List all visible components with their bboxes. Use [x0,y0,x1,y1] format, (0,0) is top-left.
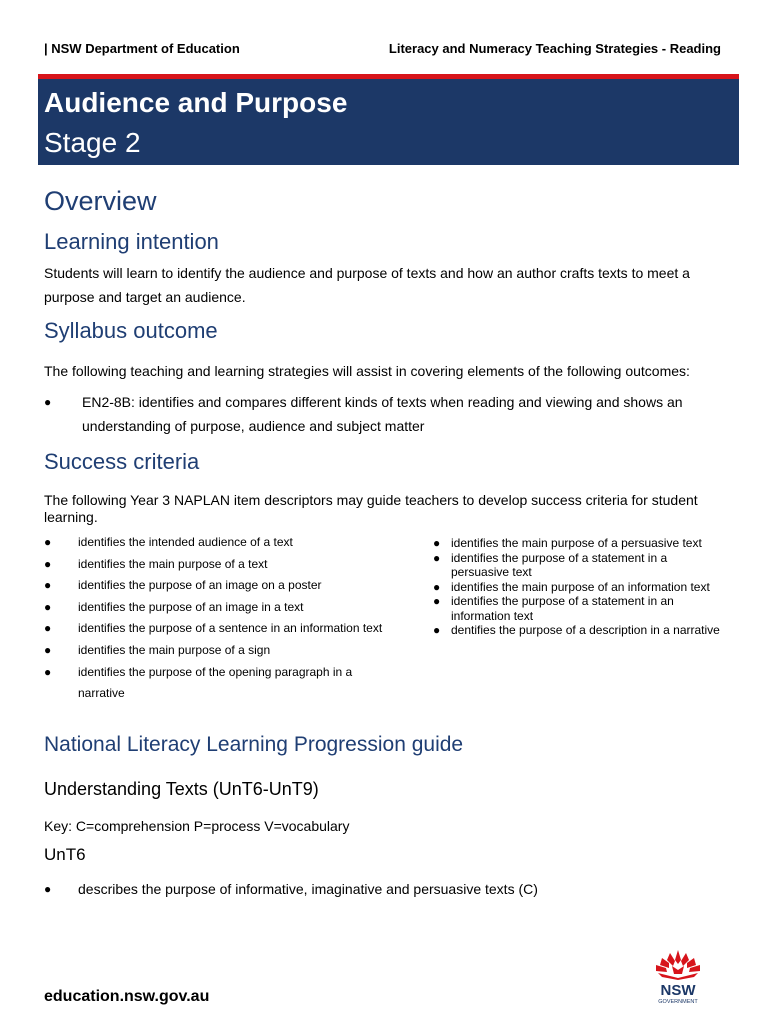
waratah-icon [648,948,708,1006]
title-banner [38,79,739,165]
learning-intention-heading: Learning intention [44,229,219,254]
bullet-icon: ● [44,599,52,614]
list-item: ● identifies the purpose of an image on a poster [44,575,414,597]
bullet-icon: ● [44,664,52,679]
syllabus-outcome-list [44,390,714,438]
list-item: ● identifies the main purpose of a persuasive text [433,536,702,550]
bullet-icon: ● [44,535,52,549]
learning-intention-text: Students will learn to identify the audience and purpose of texts and how an author crafts texts to meet a purpose and target an audience. [44,265,690,305]
syllabus-outcome-heading: Syllabus outcome [44,318,218,343]
progression-subheading: Understanding Texts (UnT6-UnT9) [44,779,319,799]
list-item: ● identifies the purpose of the opening paragraph in a narrative [44,662,388,705]
logo-tagline: GOVERNMENT [658,999,698,1005]
bullet-icon: ● [44,556,52,571]
list-item: ● identifies the purpose of a sentence in an information text [44,618,414,640]
list-item: ● identifies the main purpose of a sign [44,640,414,662]
progression-key: Key: C=comprehension P=process V=vocabulary [44,818,350,834]
bullet-icon: ● [44,578,52,593]
header-document-title: Literacy and Numeracy Teaching Strategies - Reading [388,41,721,56]
bullet-icon: ● [433,579,441,594]
progression-level: UnT6 [44,845,86,864]
list-item: ● identifies the purpose of a statement in a persuasive text [433,550,668,579]
list-item: ● identifies the intended audience of a text [44,532,414,554]
bullet-icon: ● [433,623,441,637]
overview-heading: Overview [44,186,157,216]
logo-wordmark: NSW [660,982,696,999]
success-criteria-heading: Success criteria [44,449,200,474]
success-criteria-intro: The following Year 3 NAPLAN item descriptors may guide teachers to develop success criteria for student learning. [44,492,698,525]
bullet-icon: ● [433,550,441,565]
progression-heading: National Literacy Learning Progression guide [44,733,464,756]
list-item: ● EN2-8B: identifies and compares different kinds of texts when reading and viewing and shows an understanding of purpose, audience and subject matter [44,390,714,438]
list-item: ● identifies the purpose of an image in a text [44,597,414,619]
syllabus-outcome-intro: The following teaching and learning strategies will assist in covering elements of the following outcomes: [44,363,690,379]
progression-list [44,881,544,897]
success-criteria-left-list [44,532,414,705]
list-item: ● identifies the main purpose of a text [44,554,414,576]
bullet-icon: ● [433,594,441,608]
footer-url: education.nsw.gov.au [44,988,210,1005]
header-department: | NSW Department of Education [44,41,240,56]
list-item: ● dentifies the purpose of a description in a narrative [433,623,720,637]
page-subtitle: Stage 2 [44,127,141,158]
page-title: Audience and Purpose [44,87,348,118]
list-item: ● identifies the purpose of a statement in an information text [433,594,674,623]
success-criteria-right-list [433,536,723,638]
bullet-icon: ● [44,395,52,409]
bullet-icon: ● [44,642,52,657]
bullet-icon: ● [44,621,52,636]
list-item: ● identifies the main purpose of an information text [433,579,710,594]
nsw-government-logo [648,948,708,1006]
bullet-icon: ● [44,882,52,896]
bullet-icon: ● [433,536,441,550]
list-item: ● describes the purpose of informative, imaginative and persuasive texts (C) [44,881,538,897]
